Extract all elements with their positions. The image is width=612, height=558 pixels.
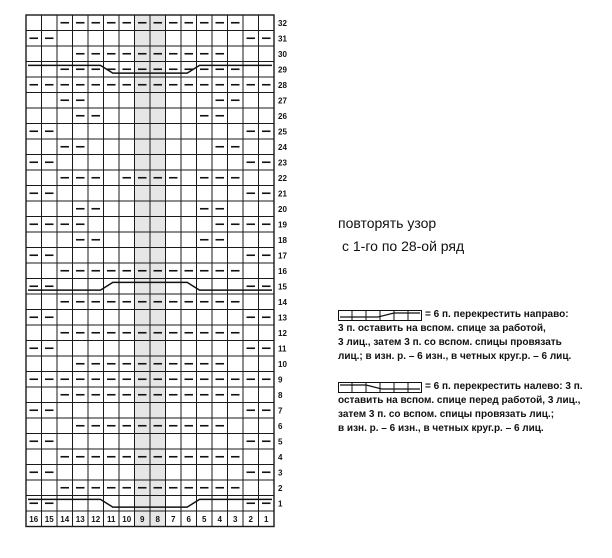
col-number-label: 2 bbox=[248, 515, 253, 525]
row-number-label: 2 bbox=[278, 484, 283, 494]
legend-left-line-2: оставить на вспом. спице перед работой, 3 лиц., bbox=[338, 395, 581, 406]
col-number-label: 13 bbox=[75, 515, 85, 525]
row-number-label: 8 bbox=[278, 391, 283, 401]
col-number-label: 5 bbox=[202, 515, 207, 525]
row-number-label: 12 bbox=[278, 329, 287, 339]
cable-right-symbol bbox=[338, 310, 422, 321]
col-number-label: 11 bbox=[107, 515, 116, 525]
col-number-label: 7 bbox=[171, 515, 176, 525]
legend-right-line-4: лиц.; в изн. р. – 6 изн., в четных круг.р. – 6 лиц. bbox=[338, 351, 572, 362]
col-number-label: 3 bbox=[233, 515, 238, 525]
row-number-label: 4 bbox=[278, 453, 283, 463]
col-number-label: 12 bbox=[91, 515, 101, 525]
row-number-label: 25 bbox=[278, 127, 287, 137]
row-number-label: 26 bbox=[278, 112, 287, 122]
col-number-label: 15 bbox=[44, 515, 54, 525]
row-number-label: 18 bbox=[278, 236, 287, 246]
legend-left-line-4: в изн. р. – 6 изн., в четных круг.р. – 6 лиц. bbox=[338, 423, 544, 434]
legend-left-line-1: = 6 п. перекрестить налево: 3 п. bbox=[425, 381, 583, 392]
repeat-note-line-1: повторять узор bbox=[338, 215, 437, 231]
row-number-label: 6 bbox=[278, 422, 283, 432]
col-number-label: 6 bbox=[186, 515, 191, 525]
legend-cross-right bbox=[338, 308, 571, 364]
legend-right-line-1: = 6 п. перекрестить направо: bbox=[425, 309, 569, 320]
row-number-label: 28 bbox=[278, 81, 287, 91]
row-number-label: 5 bbox=[278, 437, 283, 447]
legend-cross-left bbox=[338, 380, 583, 436]
repeat-note bbox=[338, 212, 464, 258]
knitting-chart bbox=[0, 0, 300, 558]
row-number-label: 7 bbox=[278, 406, 283, 416]
legend-left-line-3: затем 3 п. со вспом. спицы провязать лиц.; bbox=[338, 409, 555, 420]
col-number-label: 9 bbox=[140, 515, 145, 525]
row-number-label: 10 bbox=[278, 360, 287, 370]
row-number-label: 11 bbox=[278, 344, 287, 354]
col-number-label: 14 bbox=[60, 515, 70, 525]
row-number-label: 29 bbox=[278, 65, 287, 75]
row-number-label: 24 bbox=[278, 143, 287, 153]
row-number-label: 14 bbox=[278, 298, 287, 308]
row-number-label: 19 bbox=[278, 220, 287, 230]
col-number-label: 10 bbox=[122, 515, 132, 525]
col-number-label: 16 bbox=[29, 515, 39, 525]
row-number-label: 17 bbox=[278, 251, 287, 261]
row-number-label: 23 bbox=[278, 158, 287, 168]
row-number-label: 13 bbox=[278, 313, 287, 323]
row-number-label: 20 bbox=[278, 205, 287, 215]
row-number-label: 1 bbox=[278, 499, 283, 509]
row-number-label: 31 bbox=[278, 34, 287, 44]
row-number-label: 30 bbox=[278, 50, 287, 60]
repeat-note-line-2: с 1-го по 28-ой ряд bbox=[342, 238, 465, 254]
row-number-label: 16 bbox=[278, 267, 287, 277]
row-number-label: 22 bbox=[278, 174, 287, 184]
legend-right-line-3: 3 лиц., затем 3 п. со вспом. спицы провязать bbox=[338, 337, 562, 348]
row-number-label: 9 bbox=[278, 375, 283, 385]
col-number-label: 1 bbox=[264, 515, 269, 525]
row-number-label: 27 bbox=[278, 96, 287, 106]
row-number-label: 21 bbox=[278, 189, 287, 199]
col-number-label: 8 bbox=[155, 515, 160, 525]
row-number-label: 32 bbox=[278, 19, 287, 29]
row-number-label: 15 bbox=[278, 282, 287, 292]
legend-right-line-2: 3 п. оставить на вспом. спице за работой, bbox=[338, 323, 546, 334]
row-number-label: 3 bbox=[278, 468, 283, 478]
col-number-label: 4 bbox=[217, 515, 222, 525]
cable-left-symbol bbox=[338, 382, 422, 393]
